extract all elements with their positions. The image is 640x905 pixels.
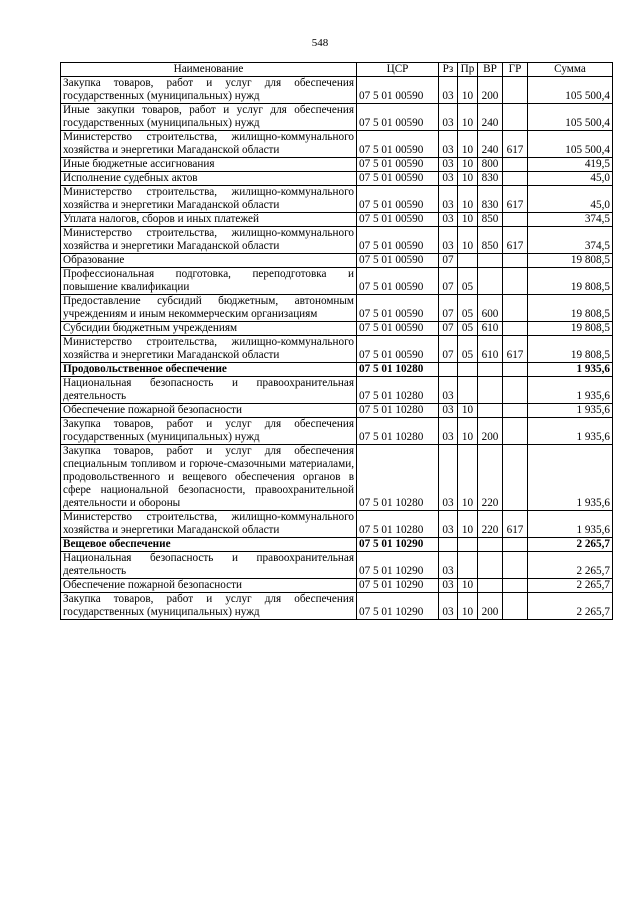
cell-pr: 10 [458,131,478,158]
cell-pr [458,363,478,377]
cell-pr: 10 [458,404,478,418]
cell-pr [458,552,478,579]
cell-sum: 1 935,6 [528,511,613,538]
cell-csr: 07 5 01 10280 [357,363,439,377]
table-row [61,538,613,552]
budget-table [60,62,613,620]
cell-gr [503,579,528,593]
cell-sum: 45,0 [528,186,613,213]
table-row [61,295,613,322]
cell-vr: 830 [478,172,503,186]
cell-sum: 2 265,7 [528,593,613,620]
cell-sum: 105 500,4 [528,131,613,158]
cell-vr: 240 [478,131,503,158]
cell-vr: 830 [478,186,503,213]
cell-vr: 220 [478,445,503,511]
table-row [61,363,613,377]
cell-pr: 05 [458,268,478,295]
cell-name: Продовольственное обеспечение [61,363,357,377]
cell-rz: 03 [439,172,458,186]
table-row [61,404,613,418]
header-gr: ГР [503,63,528,77]
header-pr: Пр [458,63,478,77]
cell-csr: 07 5 01 10280 [357,404,439,418]
cell-gr [503,404,528,418]
cell-csr: 07 5 01 00590 [357,158,439,172]
cell-gr: 617 [503,511,528,538]
table-row [61,336,613,363]
cell-csr: 07 5 01 00590 [357,295,439,322]
cell-gr [503,77,528,104]
cell-name: Субсидии бюджетным учреждениям [61,322,357,336]
cell-csr: 07 5 01 00590 [357,131,439,158]
cell-gr [503,538,528,552]
cell-sum: 45,0 [528,172,613,186]
cell-sum: 2 265,7 [528,579,613,593]
table-row [61,579,613,593]
cell-pr: 10 [458,511,478,538]
cell-rz: 03 [439,404,458,418]
cell-vr [478,268,503,295]
cell-name: Министерство строительства, жилищно-коммунального хозяйства и энергетики Магаданской области [61,511,357,538]
cell-vr: 200 [478,418,503,445]
cell-name: Уплата налогов, сборов и иных платежей [61,213,357,227]
cell-name: Исполнение судебных актов [61,172,357,186]
cell-pr [458,254,478,268]
cell-csr: 07 5 01 00590 [357,77,439,104]
cell-name: Вещевое обеспечение [61,538,357,552]
cell-name: Министерство строительства, жилищно-коммунального хозяйства и энергетики Магаданской области [61,336,357,363]
cell-vr [478,254,503,268]
cell-vr [478,579,503,593]
header-sum: Сумма [528,63,613,77]
cell-sum: 1 935,6 [528,418,613,445]
cell-vr: 800 [478,158,503,172]
cell-pr: 10 [458,213,478,227]
cell-csr: 07 5 01 00590 [357,254,439,268]
cell-csr: 07 5 01 00590 [357,322,439,336]
table-row [61,254,613,268]
cell-vr [478,538,503,552]
cell-sum: 419,5 [528,158,613,172]
cell-gr [503,322,528,336]
cell-pr: 10 [458,104,478,131]
cell-sum: 19 808,5 [528,254,613,268]
cell-sum: 19 808,5 [528,336,613,363]
cell-sum: 1 935,6 [528,445,613,511]
cell-vr: 220 [478,511,503,538]
table-row [61,158,613,172]
cell-csr: 07 5 01 00590 [357,104,439,131]
cell-vr: 610 [478,322,503,336]
cell-pr: 10 [458,77,478,104]
cell-rz: 07 [439,268,458,295]
cell-rz: 07 [439,336,458,363]
cell-gr [503,377,528,404]
cell-pr: 10 [458,445,478,511]
cell-gr [503,104,528,131]
cell-csr: 07 5 01 00590 [357,268,439,295]
cell-vr: 200 [478,593,503,620]
table-row [61,593,613,620]
cell-pr: 05 [458,336,478,363]
cell-sum: 19 808,5 [528,268,613,295]
cell-gr: 617 [503,336,528,363]
table-row [61,445,613,511]
cell-gr [503,254,528,268]
cell-gr [503,213,528,227]
table-row [61,213,613,227]
cell-rz: 03 [439,418,458,445]
cell-sum: 1 935,6 [528,377,613,404]
cell-vr: 240 [478,104,503,131]
cell-sum: 1 935,6 [528,363,613,377]
cell-sum: 2 265,7 [528,538,613,552]
table-row [61,418,613,445]
cell-name: Предоставление субсидий бюджетным, автономным учреждениям и иным некоммерческим организациям [61,295,357,322]
cell-name: Министерство строительства, жилищно-коммунального хозяйства и энергетики Магаданской области [61,131,357,158]
cell-gr [503,295,528,322]
cell-rz: 03 [439,377,458,404]
cell-gr: 617 [503,227,528,254]
cell-sum: 105 500,4 [528,104,613,131]
cell-gr: 617 [503,186,528,213]
cell-vr [478,552,503,579]
cell-rz: 03 [439,511,458,538]
cell-gr [503,593,528,620]
table-row [61,186,613,213]
cell-rz: 03 [439,579,458,593]
cell-gr [503,172,528,186]
cell-sum: 19 808,5 [528,295,613,322]
cell-gr [503,552,528,579]
table-row [61,552,613,579]
cell-name: Национальная безопасность и правоохранительная деятельность [61,377,357,404]
cell-name: Закупка товаров, работ и услуг для обеспечения специальным топливом и горюче-смазочными материалами, продовольственного и вещевого обеспечения органов в сфере национальной безопасности, правоохранительной деятельности и обороны [61,445,357,511]
cell-sum: 2 265,7 [528,552,613,579]
cell-csr: 07 5 01 00590 [357,227,439,254]
table-header-row [61,63,613,77]
table-row [61,77,613,104]
cell-name: Закупка товаров, работ и услуг для обеспечения государственных (муниципальных) нужд [61,593,357,620]
cell-vr [478,363,503,377]
table-row [61,511,613,538]
cell-csr: 07 5 01 10290 [357,552,439,579]
cell-rz: 03 [439,186,458,213]
cell-rz: 03 [439,158,458,172]
cell-gr: 617 [503,131,528,158]
page-number: 548 [311,37,329,49]
cell-name: Национальная безопасность и правоохранительная деятельность [61,552,357,579]
cell-pr: 10 [458,593,478,620]
cell-csr: 07 5 01 10280 [357,445,439,511]
cell-name: Иные закупки товаров, работ и услуг для обеспечения государственных (муниципальных) нужд [61,104,357,131]
cell-rz [439,363,458,377]
cell-pr [458,538,478,552]
cell-name: Образование [61,254,357,268]
cell-vr: 610 [478,336,503,363]
cell-name: Закупка товаров, работ и услуг для обеспечения государственных (муниципальных) нужд [61,77,357,104]
cell-csr: 07 5 01 00590 [357,186,439,213]
cell-rz: 07 [439,254,458,268]
cell-vr [478,404,503,418]
table-body [61,77,613,620]
cell-csr: 07 5 01 10280 [357,418,439,445]
cell-rz: 03 [439,445,458,511]
cell-rz: 03 [439,213,458,227]
cell-name: Обеспечение пожарной безопасности [61,579,357,593]
header-vr: ВР [478,63,503,77]
cell-rz: 03 [439,131,458,158]
cell-vr: 600 [478,295,503,322]
cell-name: Министерство строительства, жилищно-коммунального хозяйства и энергетики Магаданской области [61,227,357,254]
cell-csr: 07 5 01 10290 [357,538,439,552]
cell-pr: 10 [458,418,478,445]
cell-vr [478,377,503,404]
cell-vr: 850 [478,213,503,227]
cell-csr: 07 5 01 00590 [357,172,439,186]
cell-name: Обеспечение пожарной безопасности [61,404,357,418]
cell-gr [503,363,528,377]
header-rz: Рз [439,63,458,77]
header-csr: ЦСР [357,63,439,77]
cell-sum: 374,5 [528,227,613,254]
table-row [61,322,613,336]
cell-rz: 03 [439,77,458,104]
cell-pr: 05 [458,295,478,322]
table-row [61,131,613,158]
cell-pr: 05 [458,322,478,336]
header-name: Наименование [61,63,357,77]
cell-gr [503,418,528,445]
cell-pr: 10 [458,172,478,186]
cell-rz: 03 [439,552,458,579]
cell-name: Министерство строительства, жилищно-коммунального хозяйства и энергетики Магаданской области [61,186,357,213]
cell-rz: 03 [439,227,458,254]
cell-rz: 03 [439,104,458,131]
cell-csr: 07 5 01 10280 [357,377,439,404]
cell-name: Профессиональная подготовка, переподготовка и повышение квалификации [61,268,357,295]
cell-csr: 07 5 01 10290 [357,593,439,620]
cell-sum: 19 808,5 [528,322,613,336]
table-row [61,104,613,131]
cell-vr: 850 [478,227,503,254]
cell-pr: 10 [458,186,478,213]
cell-gr [503,445,528,511]
table-row [61,377,613,404]
cell-csr: 07 5 01 00590 [357,336,439,363]
table-row [61,172,613,186]
cell-rz: 07 [439,322,458,336]
cell-rz: 07 [439,295,458,322]
cell-csr: 07 5 01 10280 [357,511,439,538]
cell-vr: 200 [478,77,503,104]
cell-gr [503,158,528,172]
table-row [61,268,613,295]
table-row [61,227,613,254]
cell-csr: 07 5 01 10290 [357,579,439,593]
cell-pr: 10 [458,579,478,593]
cell-rz: 03 [439,593,458,620]
cell-sum: 105 500,4 [528,77,613,104]
cell-pr: 10 [458,158,478,172]
cell-rz [439,538,458,552]
cell-sum: 1 935,6 [528,404,613,418]
cell-sum: 374,5 [528,213,613,227]
cell-pr [458,377,478,404]
cell-csr: 07 5 01 00590 [357,213,439,227]
cell-name: Закупка товаров, работ и услуг для обеспечения государственных (муниципальных) нужд [61,418,357,445]
cell-pr: 10 [458,227,478,254]
cell-name: Иные бюджетные ассигнования [61,158,357,172]
cell-gr [503,268,528,295]
